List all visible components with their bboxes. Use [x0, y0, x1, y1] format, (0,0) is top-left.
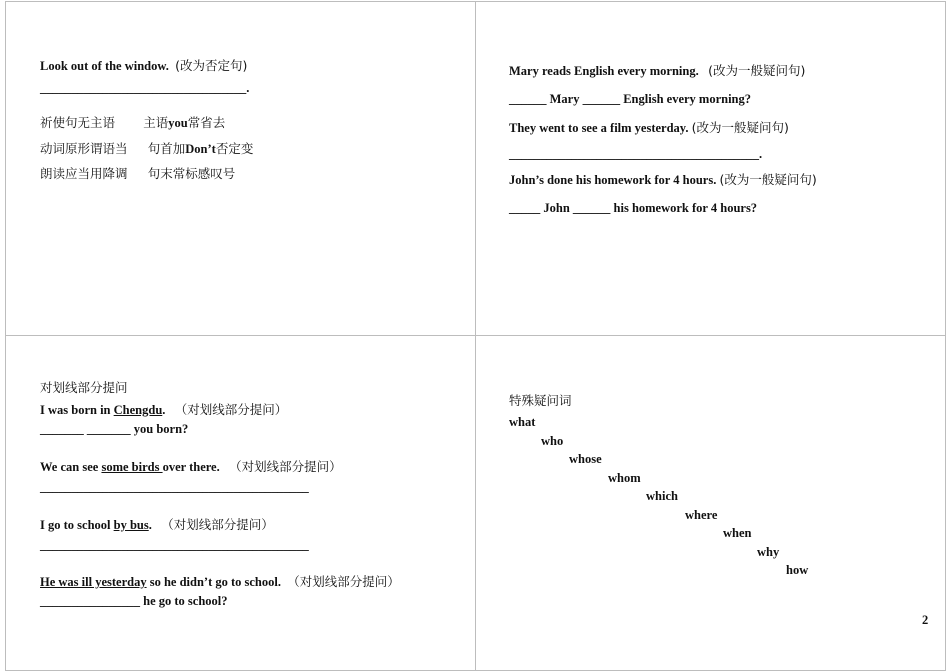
answer-line-4: ________________ he go to school? [40, 594, 228, 608]
question-word-whose: whose [569, 452, 602, 466]
question-instruction: （对划线部分提问） [174, 402, 288, 417]
question-text: John’s done his homework for 4 hours. [509, 173, 717, 187]
question-word-who: who [541, 434, 564, 448]
answer-line-3: ___________________________________________ [40, 538, 309, 552]
question-text: We can see [40, 460, 102, 474]
rule-part-b-post: 否定变 [215, 141, 254, 156]
answer-line-1: _______ _______ you born? [40, 422, 189, 436]
question-instruction: (改为一般疑问句) [691, 120, 789, 135]
rule-part-b-en: Don’t [185, 142, 216, 156]
question-line-1 [509, 63, 805, 79]
question-instruction: (改为一般疑问句) [719, 172, 817, 187]
question-word-what: what [509, 415, 536, 429]
question-line-3 [509, 172, 817, 188]
slide-panel-underline-questions [5, 335, 476, 671]
rule-line-2 [40, 141, 253, 157]
underlined-part: by bus [113, 518, 149, 532]
slide-panel-general-question [475, 1, 946, 336]
question-text-end: over there. [162, 460, 220, 474]
question-line-3 [40, 517, 274, 533]
underlined-part: Chengdu [113, 403, 163, 417]
page-number: 2 [922, 613, 929, 627]
question-line-4 [40, 574, 400, 590]
question-text: I go to school [40, 518, 114, 532]
rule-part-b: 句首加 [147, 141, 186, 156]
question-instruction: （对划线部分提问） [161, 517, 274, 532]
question-word-why: why [757, 545, 780, 559]
question-instruction: （对划线部分提问） [229, 459, 342, 474]
answer-line-3: _____ John ______ his homework for 4 hours? [509, 201, 758, 215]
answer-line-2: ___________________________________________ [40, 480, 309, 494]
panel-heading: 特殊疑问词 [509, 393, 572, 408]
question-line-2 [509, 120, 789, 136]
rule-part-b: 句末常标感叹号 [147, 166, 236, 181]
slide-panel-imperative [5, 1, 476, 336]
question-text: I was born in [40, 403, 114, 417]
rule-line-3 [40, 166, 235, 182]
rule-part-b: 主语 [143, 115, 169, 130]
rule-part-a: 祈使句无主语 [40, 115, 116, 130]
question-text: Mary reads English every morning. [509, 64, 699, 78]
panel-heading: 对划线部分提问 [40, 380, 128, 395]
rule-part-a: 动词原形谓语当 [40, 141, 128, 156]
question-text-end: . [162, 403, 166, 417]
answer-line-1: ______ Mary ______ English every morning? [509, 92, 752, 106]
rule-part-b-post: 常省去 [187, 115, 226, 130]
underlined-part: He was ill yesterday [40, 575, 147, 589]
question-text: They went to see a film yesterday. [509, 121, 689, 135]
question-word-where: where [685, 508, 718, 522]
question-instruction: (改为一般疑问句) [708, 63, 806, 78]
question-text-end: . [148, 518, 152, 532]
question-word-when: when [723, 526, 752, 540]
question-line-2 [40, 459, 342, 475]
slide-panel-question-words [475, 335, 946, 671]
question-line-1 [40, 402, 287, 418]
answer-blank: _________________________________. [40, 81, 250, 95]
rule-part-a: 朗读应当用降调 [40, 166, 128, 181]
rule-part-b-en: you [168, 116, 188, 130]
question-text: Look out of the window. [40, 59, 169, 73]
question-instruction: (改为否定句) [175, 58, 248, 73]
question-word-which: which [646, 489, 678, 503]
rule-line-1 [40, 115, 225, 131]
question-word-how: how [786, 563, 809, 577]
question-line [40, 58, 247, 74]
question-word-whom: whom [608, 471, 641, 485]
question-instruction: （对划线部分提问） [287, 574, 400, 589]
underlined-part: some birds [101, 460, 163, 474]
question-text: so he didn’t go to school. [146, 575, 281, 589]
answer-line-2: ________________________________________. [509, 147, 763, 161]
